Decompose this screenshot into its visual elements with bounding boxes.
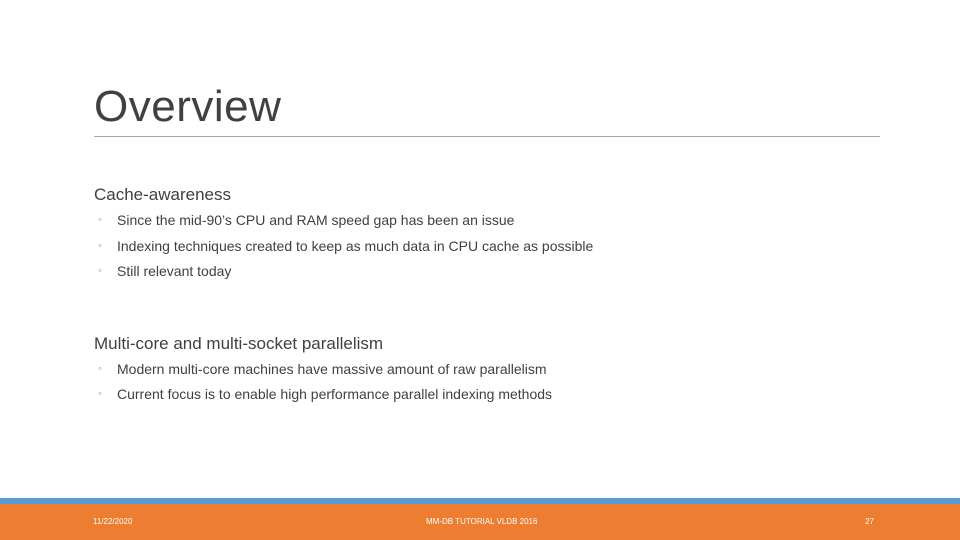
bullet-text: Since the mid-90’s CPU and RAM speed gap has been an issue	[117, 212, 515, 228]
title-divider	[94, 136, 880, 137]
section-spacer	[94, 285, 884, 333]
bullet-list-cache-awareness	[94, 208, 884, 285]
bullet-item	[94, 208, 884, 234]
bullet-text: Indexing techniques created to keep as much data in CPU cache as possible	[117, 237, 594, 254]
circle-bullet-icon: ◦	[98, 214, 102, 226]
bullet-item	[94, 382, 884, 408]
slide-content	[94, 184, 884, 408]
section-heading-cache-awareness: Cache-awareness	[94, 185, 232, 204]
bullet-item	[94, 357, 884, 383]
bullet-item	[94, 234, 884, 260]
footer-date: 11/22/2020	[93, 517, 133, 526]
circle-bullet-icon: ◦	[98, 265, 102, 277]
bullet-text: Current focus is to enable high performance parallel indexing methods	[117, 386, 553, 402]
section-heading-parallelism: Multi-core and multi-socket parallelism	[94, 333, 384, 353]
bullet-text: Modern multi-core machines have massive amount of raw parallelism	[117, 360, 547, 377]
bullet-text: Still relevant today	[117, 263, 232, 279]
bullet-list-parallelism	[94, 357, 884, 408]
circle-bullet-icon: ◦	[98, 239, 102, 252]
footer-title: MM-DB TUTORIAL VLDB 2016	[426, 517, 538, 526]
circle-bullet-icon: ◦	[98, 362, 102, 375]
slide-title: Overview	[94, 82, 282, 131]
circle-bullet-icon: ◦	[98, 388, 102, 400]
page-number: 27	[865, 517, 874, 526]
bullet-item	[94, 259, 884, 285]
